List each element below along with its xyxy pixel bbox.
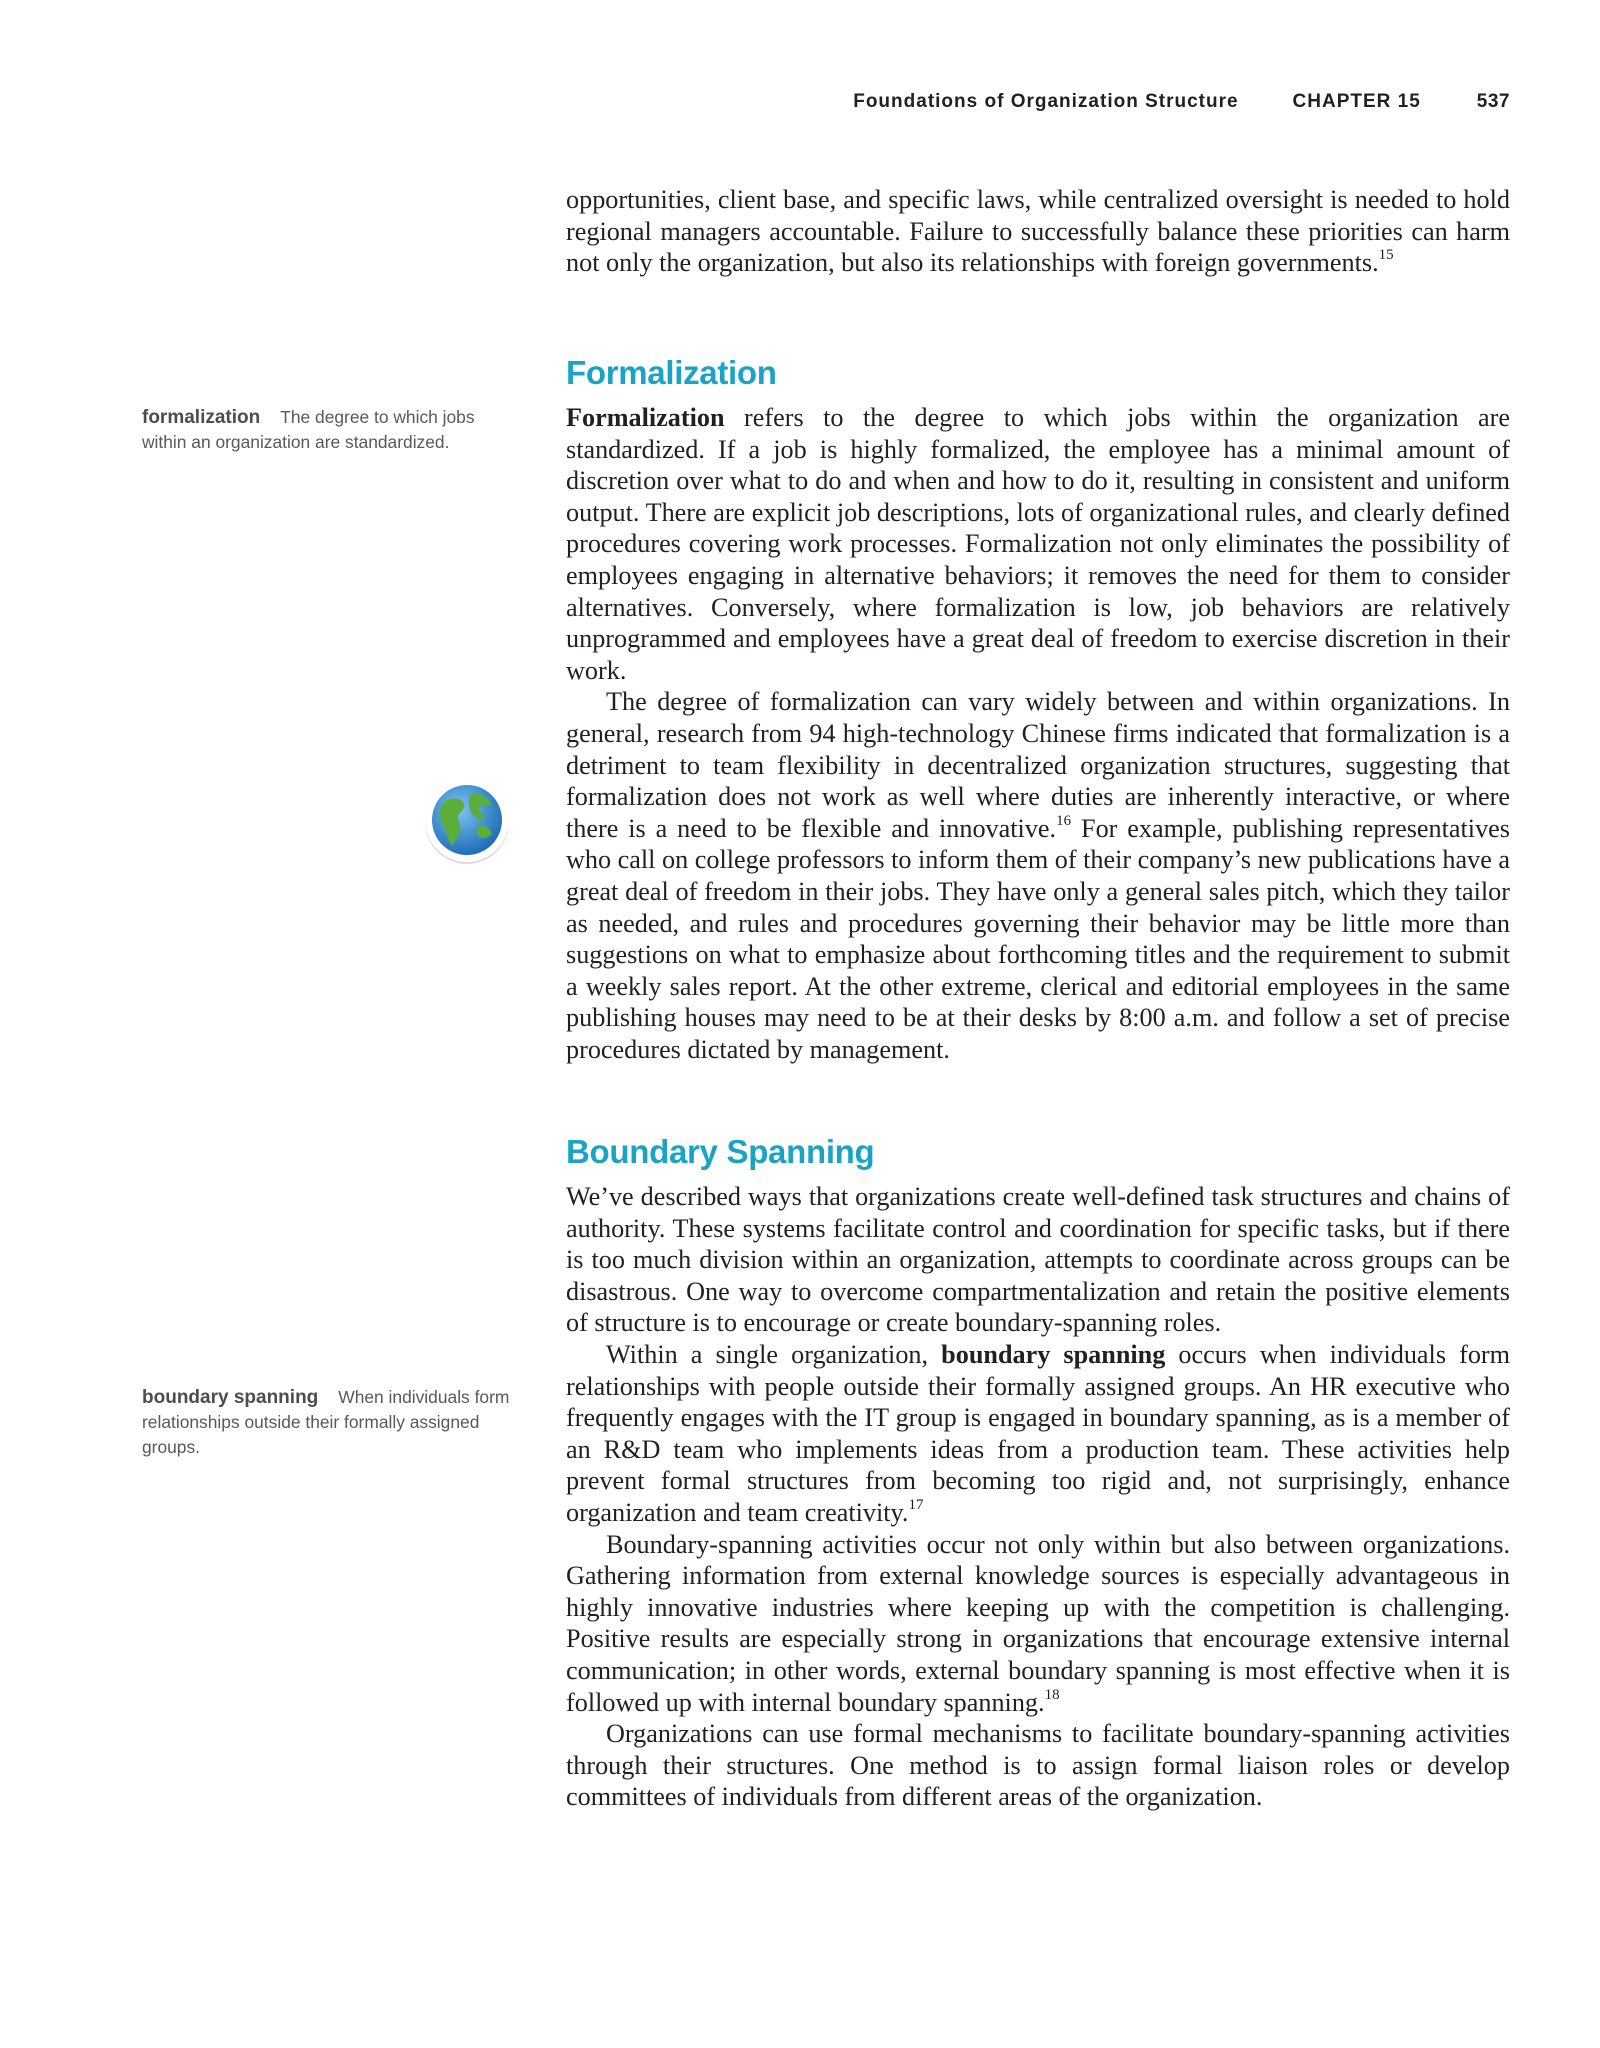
paragraph: Organizations can use formal mechanisms to facilitate boundary-spanning activities through their structures. One method is to assign formal liaison roles or develop committees of individuals from different areas of the organization. (566, 1719, 1510, 1812)
formalization-body (566, 402, 1510, 1065)
margin-definition-text: When individuals form relationships outside their formally assigned groups. (142, 1387, 510, 1457)
paragraph-text: The degree of formalization can vary widely between and within organizations. In general, research from 94 high-technology Chinese firms indicated that formalization is a detriment to team flexibility in decentralized organization structures, suggesting that formalization does not work as well where duties are inherently interactive, or where there is a need to be flexible and innovative. (566, 687, 1510, 843)
endnote-ref: 15 (1378, 247, 1394, 264)
margin-definition-boundary-spanning (142, 1385, 512, 1460)
globe-icon (422, 776, 512, 866)
margin-definition-text: The degree to which jobs within an organization are standardized. (142, 407, 475, 452)
paragraph: We’ve described ways that organizations create well-defined task structures and chains of authority. These systems facilitate control and coordination for specific tasks, but if there is too much division within an organization, attempts to coordinate across groups can be disastrous. One way to overcome compartmentalization and retain the positive elements of structure is to encourage or create boundary-spanning roles. (566, 1182, 1510, 1338)
intro-paragraph (566, 184, 1510, 279)
paragraph-text: refers to the degree to which jobs within the organization are standardized. If a job is highly formalized, the employee has a minimal amount of discretion over what to do and when and how to do it, resulting in consistent and uniform output. There are explicit job descriptions, lots of organizational rules, and clearly defined procedures covering work processes. Formalization not only eliminates the possibility of employees engaging in alternative behaviors; it removes the need for them to consider alternatives. Conversely, where formalization is low, job behaviors are relatively unprogrammed and employees have a great deal of freedom to exercise discretion in their work. (566, 403, 1510, 685)
running-head (566, 91, 1510, 113)
paragraph-text: occurs when individuals form relationships with people outside their formally assigned groups. An HR executive who frequently engages with the IT group is engaged in boundary spanning, as is a member of an R&D team who implements ideas from a production team. These activities help prevent formal structures from becoming too rigid and, not surprisingly, enhance organization and team creativity. (566, 1339, 1510, 1527)
section-heading-formalization: Formalization (566, 354, 777, 391)
running-head-chapter: CHAPTER 15 (1292, 91, 1421, 112)
paragraph (566, 686, 1510, 1065)
margin-term: formalization (142, 407, 261, 428)
paragraph (566, 1339, 1510, 1529)
section-heading-boundary-spanning: Boundary Spanning (566, 1133, 875, 1170)
paragraph (566, 1529, 1510, 1719)
margin-term: boundary spanning (142, 1387, 319, 1408)
running-head-title: Foundations of Organization Structure (853, 91, 1239, 112)
paragraph (566, 402, 1510, 686)
boundary-spanning-body (566, 1181, 1510, 1813)
paragraph-text: Within a single organization, (606, 1339, 942, 1369)
endnote-ref: 18 (1044, 1686, 1060, 1703)
intro-text: opportunities, client base, and specific laws, while centralized oversight is needed to hold regional managers accountable. Failure to successfully balance these priorities can harm not only the organization, but also its relationships with foreign governments. (566, 185, 1510, 278)
endnote-ref: 16 (1056, 812, 1072, 829)
margin-definition-formalization (142, 405, 512, 455)
page-number: 537 (1476, 91, 1510, 112)
paragraph-text: Boundary-spanning activities occur not only within but also between organizations. Gathering information from external knowledge sources is especially advantageous in highly innovative industries where keeping up with the competition is challenging. Positive results are especially strong in organizations that encourage extensive internal communication; in other words, external boundary spanning is most effective when it is followed up with internal boundary spanning. (566, 1529, 1510, 1717)
key-term: Formalization (566, 403, 725, 432)
paragraph-text: For example, publishing representatives who call on college professors to inform them of their company’s new publications have a great deal of freedom in their jobs. They have only a general sales pitch, which they tailor as needed, and rules and procedures governing their behavior may be little more than suggestions on what to emphasize about forthcoming titles and the requirement to submit a weekly sales report. At the other extreme, clerical and editorial employees in the same publishing houses may need to be at their desks by 8:00 a.m. and follow a set of precise procedures dictated by management. (566, 813, 1510, 1064)
key-term: boundary spanning (941, 1339, 1166, 1369)
endnote-ref: 17 (908, 1496, 924, 1513)
